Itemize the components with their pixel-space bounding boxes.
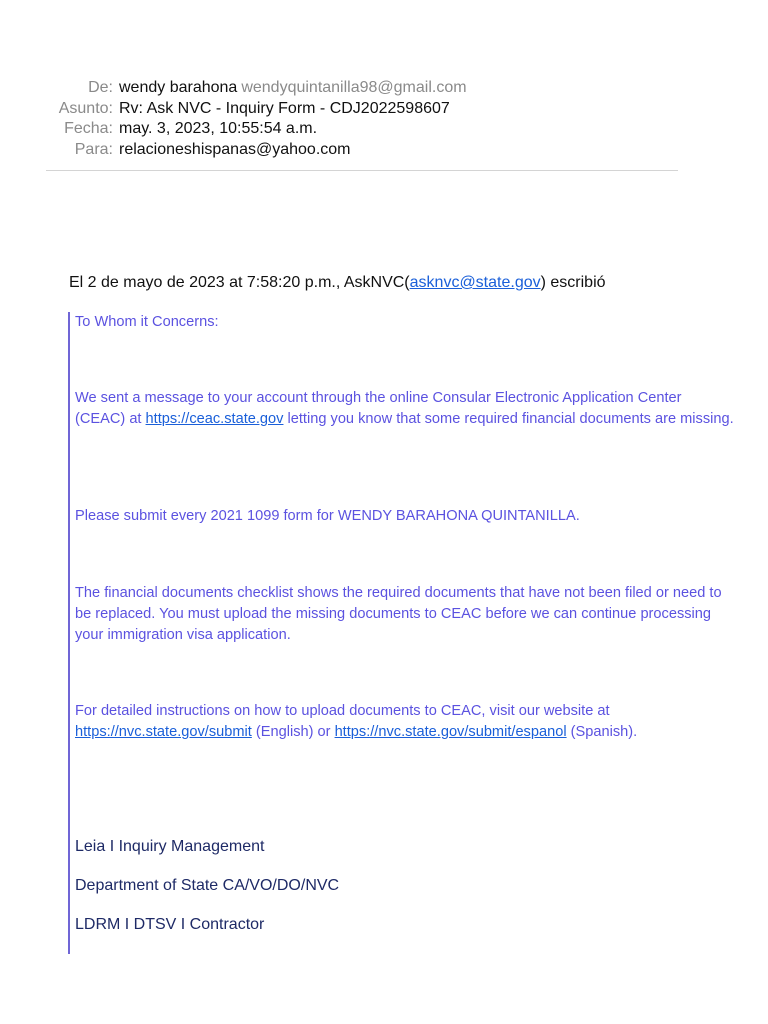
- paragraph-instructions: [75, 701, 735, 743]
- signature-line-1: Leia I Inquiry Management: [75, 838, 265, 855]
- paragraph-checklist: The financial documents checklist shows the required documents that have not been filed or need to be replaced. You must upload the missing documents to CEAC before we can continue processing your immigration visa application.: [75, 585, 722, 643]
- p1-text-b: letting you know that some required financial documents are missing.: [283, 411, 734, 427]
- nvc-submit-espanol-link[interactable]: https://nvc.state.gov/submit/espanol: [334, 724, 567, 740]
- signature-line-2: Department of State CA/VO/DO/NVC: [75, 877, 340, 894]
- p4-text-b: (English) or: [251, 724, 335, 740]
- greeting: To Whom it Concerns:: [75, 314, 219, 330]
- reply-intro: [69, 272, 606, 294]
- date-label: Fecha:: [64, 120, 113, 137]
- p4-text-c: (Spanish).: [566, 724, 638, 740]
- header-divider: [46, 170, 678, 171]
- nvc-submit-link[interactable]: https://nvc.state.gov/submit: [75, 724, 252, 740]
- to-label: Para:: [74, 140, 113, 158]
- from-row: [0, 78, 768, 99]
- intro-suffix: ) escribió: [540, 274, 606, 291]
- p4-text-a: For detailed instructions on how to upload documents to CEAC, visit our website at: [75, 703, 610, 719]
- date-row: [0, 119, 768, 140]
- from-name: wendy barahona: [119, 79, 238, 96]
- from-label: De:: [88, 79, 113, 96]
- to-row: [0, 140, 768, 161]
- subject-label: Asunto:: [58, 99, 113, 117]
- email-header: [0, 78, 768, 160]
- from-email[interactable]: wendyquintanilla98@gmail.com: [241, 79, 467, 96]
- paragraph-submit-1099: Please submit every 2021 1099 form for WENDY BARAHONA QUINTANILLA.: [75, 508, 580, 524]
- to-value[interactable]: relacioneshispanas@yahoo.com: [119, 140, 351, 158]
- quote-bar: [68, 312, 70, 954]
- intro-prefix: El 2 de mayo de 2023 at 7:58:20 p.m., AskNVC(: [69, 274, 410, 291]
- paragraph-ceac-message: [75, 388, 735, 430]
- asknvc-email-link[interactable]: asknvc@state.gov: [409, 274, 541, 291]
- signature-line-3: LDRM I DTSV I Contractor: [75, 916, 265, 933]
- ceac-link[interactable]: https://ceac.state.gov: [145, 411, 284, 427]
- subject-value: Rv: Ask NVC - Inquiry Form - CDJ2022598607: [119, 99, 450, 117]
- subject-row: [0, 99, 768, 120]
- date-value: may. 3, 2023, 10:55:54 a.m.: [119, 120, 318, 137]
- p1-text-a: We sent a message to your account through the online Consular Electronic Application Center (CEAC) at: [75, 390, 682, 427]
